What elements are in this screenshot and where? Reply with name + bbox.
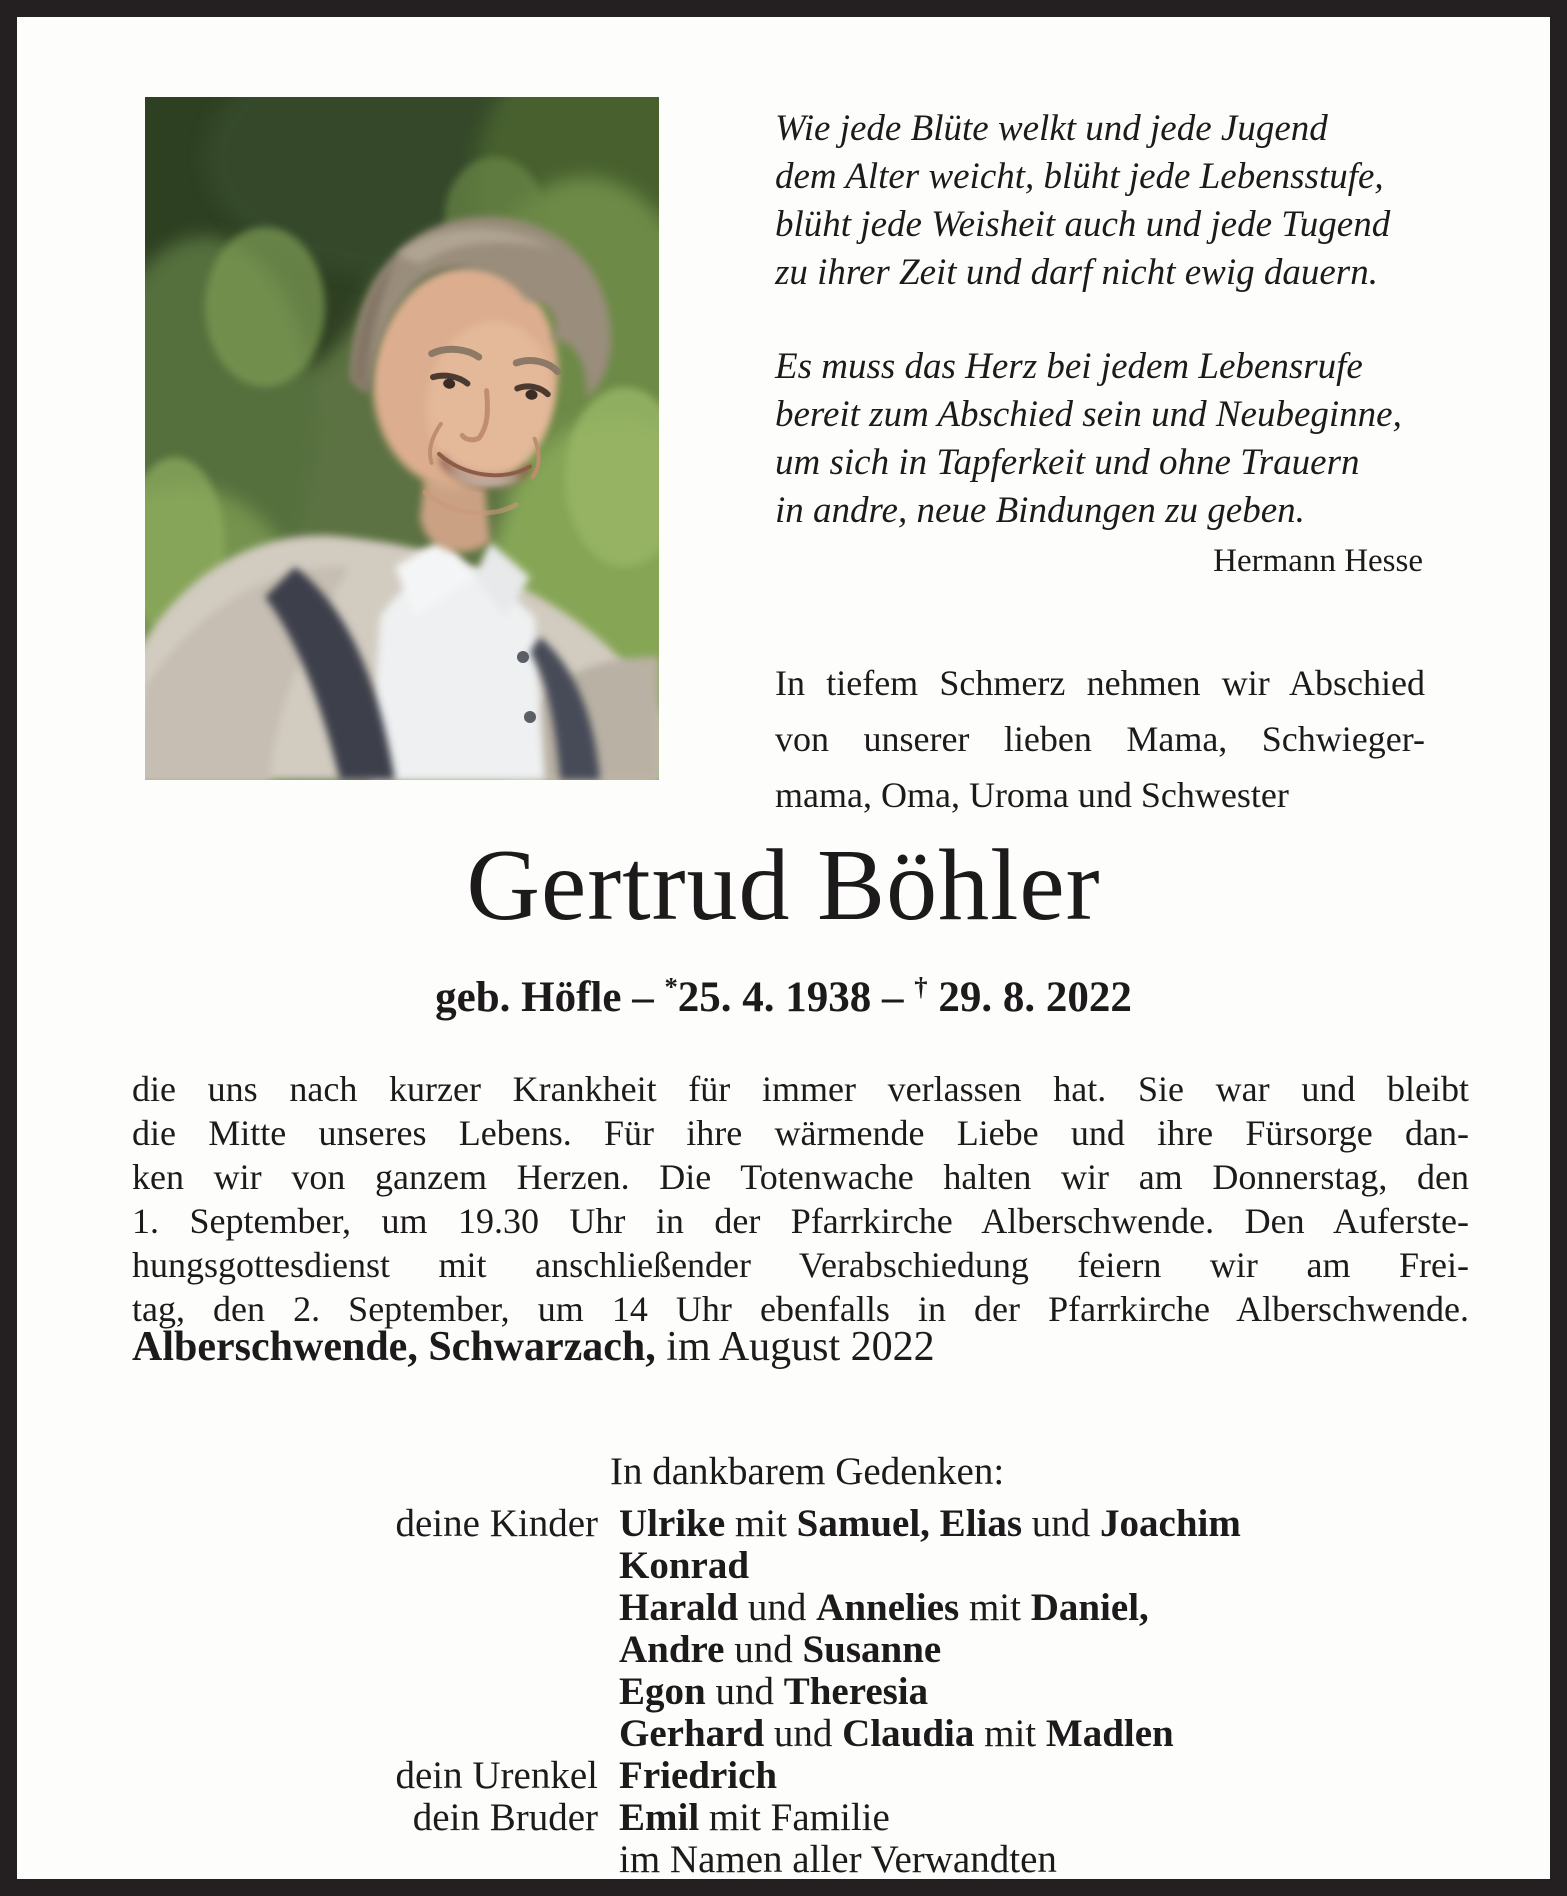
memorial-names-line [619,1755,1469,1797]
text-regular: mit [725,1502,797,1545]
text-regular: und [705,1670,784,1713]
memorial-relation-label [132,1587,598,1629]
memorial-names-line [619,1545,1469,1587]
name-bold: Daniel, [1030,1586,1149,1629]
quote-paragraph-1 [775,105,1435,297]
name-bold: Andre [619,1628,725,1671]
death-date: 29. 8. 2022 [927,974,1132,1021]
name-bold: Konrad [619,1544,750,1587]
announcement-line: ken wir von ganzem Herzen. Die Totenwache halten wir am Donnerstag, den [132,1157,1469,1197]
memorial-names-line [619,1839,1469,1881]
name-bold: Madlen [1045,1712,1174,1755]
name-bold: Emil [619,1796,700,1839]
intro-paragraph [775,655,1425,823]
memorial-names-line [619,1503,1469,1545]
announcement-line: die uns nach kurzer Krankheit für immer verlassen hat. Sie war und bleibt [132,1069,1469,1109]
quote-paragraph-2 [775,343,1435,535]
quote-line: Es muss das Herz bei jedem Lebensrufe [775,346,1363,387]
name-bold: Gerhard [619,1712,765,1755]
announcement-line: hungsgottesdienst mit anschließender Verabschiedung feiern wir am Frei- [132,1245,1469,1285]
birth-date: 25. 4. 1938 [677,974,872,1021]
name-bold: Susanne [802,1628,942,1671]
quote-line: blüht jede Weisheit auch und jede Tugend [775,204,1391,245]
announcement-paragraph [132,1067,1469,1331]
name-bold: Claudia [842,1712,975,1755]
memorial-relation-label [132,1839,598,1881]
quote-line: dem Alter weicht, blüht jede Lebensstufe, [775,156,1384,197]
memorial-names-line [619,1629,1469,1671]
separator: – [621,974,665,1021]
text-regular: im Namen aller Verwandten [619,1838,1057,1881]
name-bold: Alberschwende, Schwarzach, [132,1324,656,1370]
dateline [132,1323,1469,1371]
name-bold: Theresia [783,1670,929,1713]
quote-line: um sich in Tapferkeit und ohne Trauern [775,442,1360,483]
intro-line: von unserer lieben Mama, Schwieger- [775,719,1425,759]
text-regular: und [1022,1502,1101,1545]
memorial-names-line [619,1797,1469,1839]
memorial-heading: In dankbarem Gedenken: [610,1450,1005,1493]
memorial-relation-label: deine Kinder [395,1502,598,1545]
separator: – [871,974,915,1021]
announcement-line: tag, den 2. September, um 14 Uhr ebenfalls in der Pfarrkirche Alberschwende. [132,1289,1469,1329]
quote-attribution: Hermann Hesse [1213,543,1423,579]
quote-block [775,105,1435,535]
text-regular: und [724,1628,803,1671]
text-regular: mit [959,1586,1031,1629]
memorial-names-line [619,1713,1469,1755]
text-regular: mit [974,1712,1046,1755]
birth-star-symbol: * [664,971,678,1002]
name-bold: Annelies [816,1586,960,1629]
text-regular: und [764,1712,843,1755]
intro-line: mama, Oma, Uroma und Schwester [775,775,1289,815]
memorial-names-line [619,1671,1469,1713]
announcement-line: 1. September, um 19.30 Uhr in der Pfarrkirche Alberschwende. Den Auferste- [132,1201,1469,1241]
memorial-relation-label: dein Urenkel [395,1754,598,1797]
memorial-relation-label: dein Bruder [412,1796,598,1839]
name-bold: Samuel, Elias [796,1502,1023,1545]
death-cross-symbol: † [914,971,928,1002]
memorial-relation-label [132,1629,598,1671]
text-regular: im August 2022 [655,1324,935,1370]
announcement-line: die Mitte unseres Lebens. Für ihre wärmende Liebe und ihre Fürsorge dan- [132,1113,1469,1153]
text-regular: und [738,1586,817,1629]
intro-line: In tiefem Schmerz nehmen wir Abschied [775,663,1425,703]
portrait-photo-image [145,97,659,780]
name-bold: Harald [619,1586,739,1629]
memorial-section [132,1449,1469,1881]
deceased-name: Gertrud Böhler [466,829,1101,942]
name-bold: Joachim [1100,1502,1241,1545]
maiden-name: geb. Höfle [435,974,622,1021]
quote-line: Wie jede Blüte welkt und jede Jugend [775,108,1328,149]
text-regular: mit Familie [699,1796,890,1839]
memorial-relation-label [132,1545,598,1587]
memorial-list [132,1503,1469,1881]
memorial-names-line [619,1587,1469,1629]
name-bold: Egon [619,1670,706,1713]
name-bold: Friedrich [619,1754,778,1797]
quote-line: bereit zum Abschied sein und Neubeginne, [775,394,1402,435]
deceased-dates [17,970,1550,1026]
memorial-relation-label [132,1713,598,1755]
quote-line: zu ihrer Zeit und darf nicht ewig dauern. [775,252,1378,293]
portrait-photo [145,97,659,780]
name-bold: Ulrike [619,1502,726,1545]
memorial-relation-label [132,1671,598,1713]
quote-line: in andre, neue Bindungen zu geben. [775,490,1305,531]
